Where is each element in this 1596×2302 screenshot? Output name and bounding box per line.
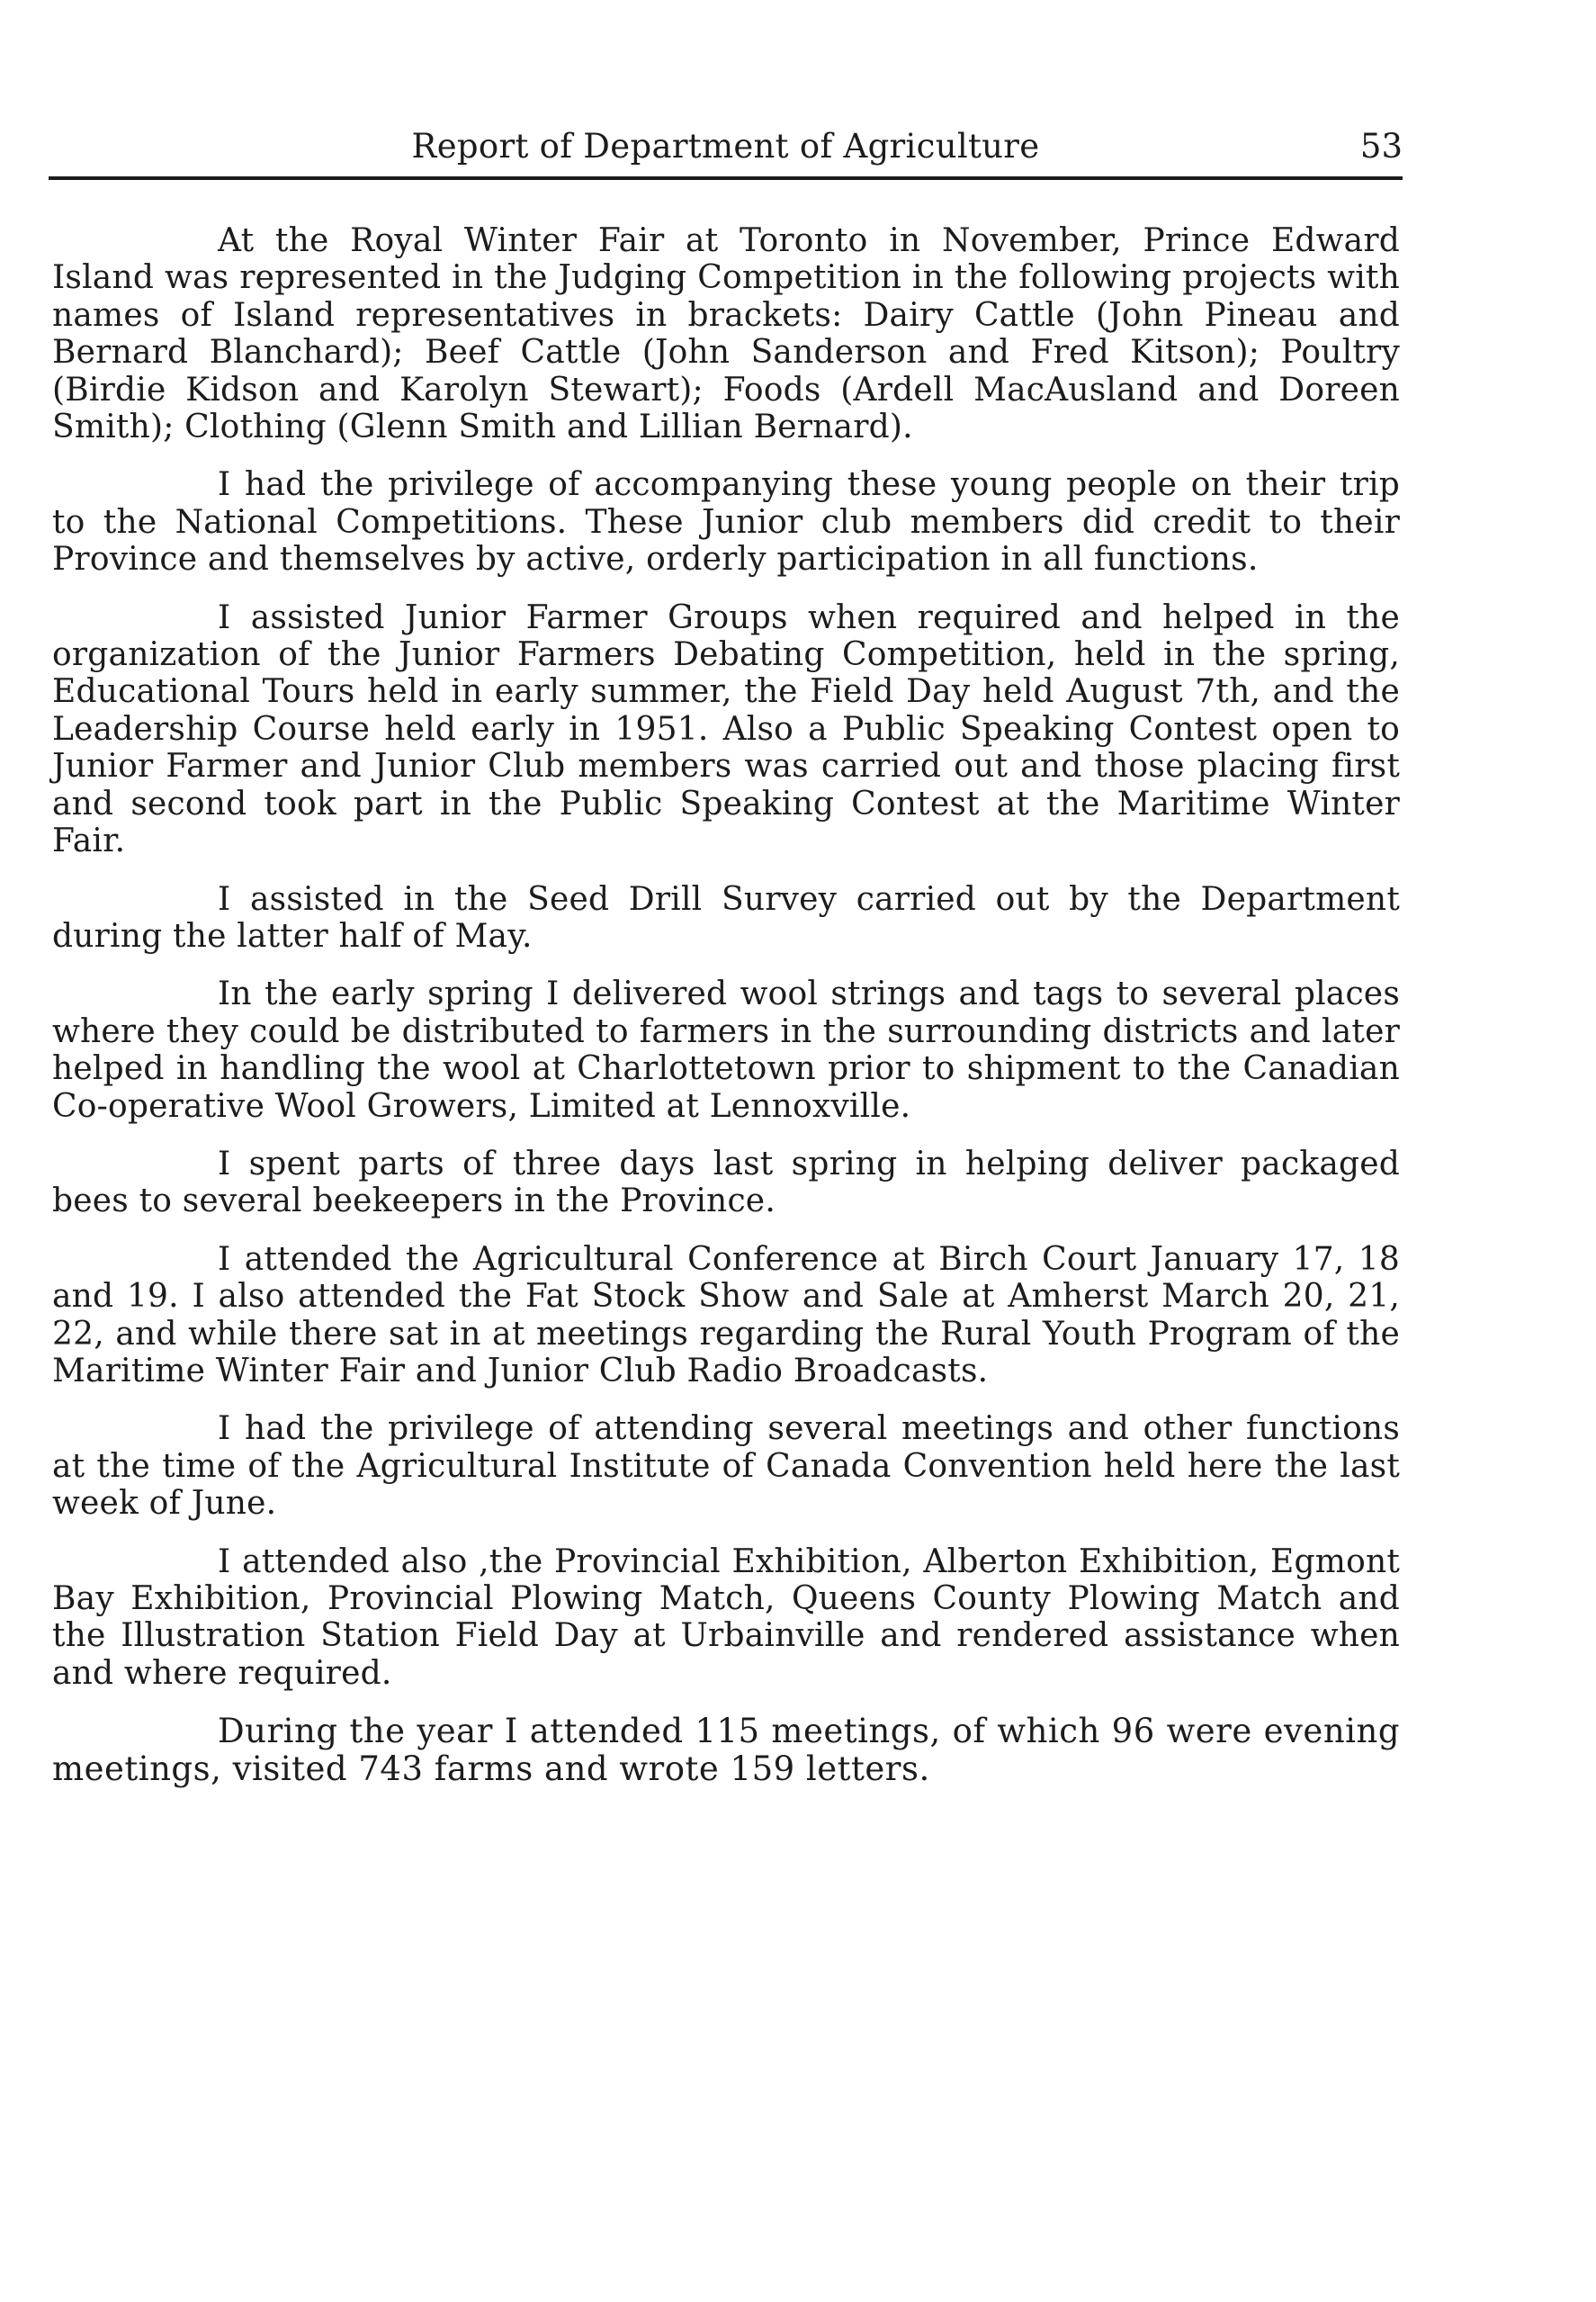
paragraph-national-competitions: I had the privilege of accompanying these young people on their trip to the National Competitions. These Junior club members did credit to their Province and themselves by active, orderly participation in all functions.	[52, 466, 1400, 579]
header-rule	[49, 176, 1403, 180]
paragraph-packaged-bees: I spent parts of three days last spring in helping deliver packaged bees to several beekeepers in the Province.	[52, 1145, 1400, 1220]
paragraph-wool-strings: In the early spring I delivered wool strings and tags to several places where they could be distributed to farmers in the surrounding districts and later helped in handling the wool at Charlottetown prior to shipment to the Canadian Co-operative Wool Growers, Limited at Lennoxville.	[52, 976, 1400, 1125]
paragraph-exhibitions: I attended also ,the Provincial Exhibition, Alberton Exhibition, Egmont Bay Exhibition, Provincial Plowing Match, Queens County Plowing Match and the Illustration Station Field Day at Urbainville and rendered assistance when and where required.	[52, 1542, 1400, 1692]
running-head	[49, 126, 1403, 173]
body-text	[52, 222, 1400, 1808]
paragraph-agricultural-conference: I attended the Agricultural Conference at Birch Court January 17, 18 and 19. I also attended the Fat Stock Show and Sale at Amherst March 20, 21, 22, and while there sat in at meetings regarding the Rural Youth Program of the Maritime Winter Fair and Junior Club Radio Broadcasts.	[52, 1240, 1400, 1389]
paragraph-junior-farmer-groups: I assisted Junior Farmer Groups when required and helped in the organization of the Junior Farmers Debating Competition, held in the spring, Educational Tours held in early summer, the Field Day held August 7th, and the Leadership Course held early in 1951. Also a Public Speaking Contest open to Junior Farmer and Junior Club members was carried out and those placing first and second took part in the Public Speaking Contest at the Maritime Winter Fair.	[52, 598, 1400, 860]
paragraph-agricultural-institute: I had the privilege of attending several meetings and other functions at the time of the Agricultural Institute of Canada Convention held here the last week of June.	[52, 1410, 1400, 1523]
page-header-title: Report of Department of Agriculture	[411, 127, 1040, 166]
paragraph-seed-drill-survey: I assisted in the Seed Drill Survey carried out by the Department during the latter half of May.	[52, 880, 1400, 955]
paragraph-year-summary: During the year I attended 115 meetings, of which 96 were evening meetings, visited 743 farms and wrote 159 letters.	[52, 1712, 1400, 1788]
page-number: 53	[1359, 127, 1403, 166]
paragraph-royal-winter-fair: At the Royal Winter Fair at Toronto in November, Prince Edward Island was represented in the Judging Competition in the following projects with names of Island representatives in brackets: Dairy Cattle (John Pineau and Bernard Blanchard); Beef Cattle (John Sanderson and Fred Kitson); Poultry (Birdie Kidson and Karolyn Stewart); Foods (Ardell MacAusland and Doreen Smith); Clothing (Glenn Smith and Lillian Bernard).	[52, 222, 1400, 446]
